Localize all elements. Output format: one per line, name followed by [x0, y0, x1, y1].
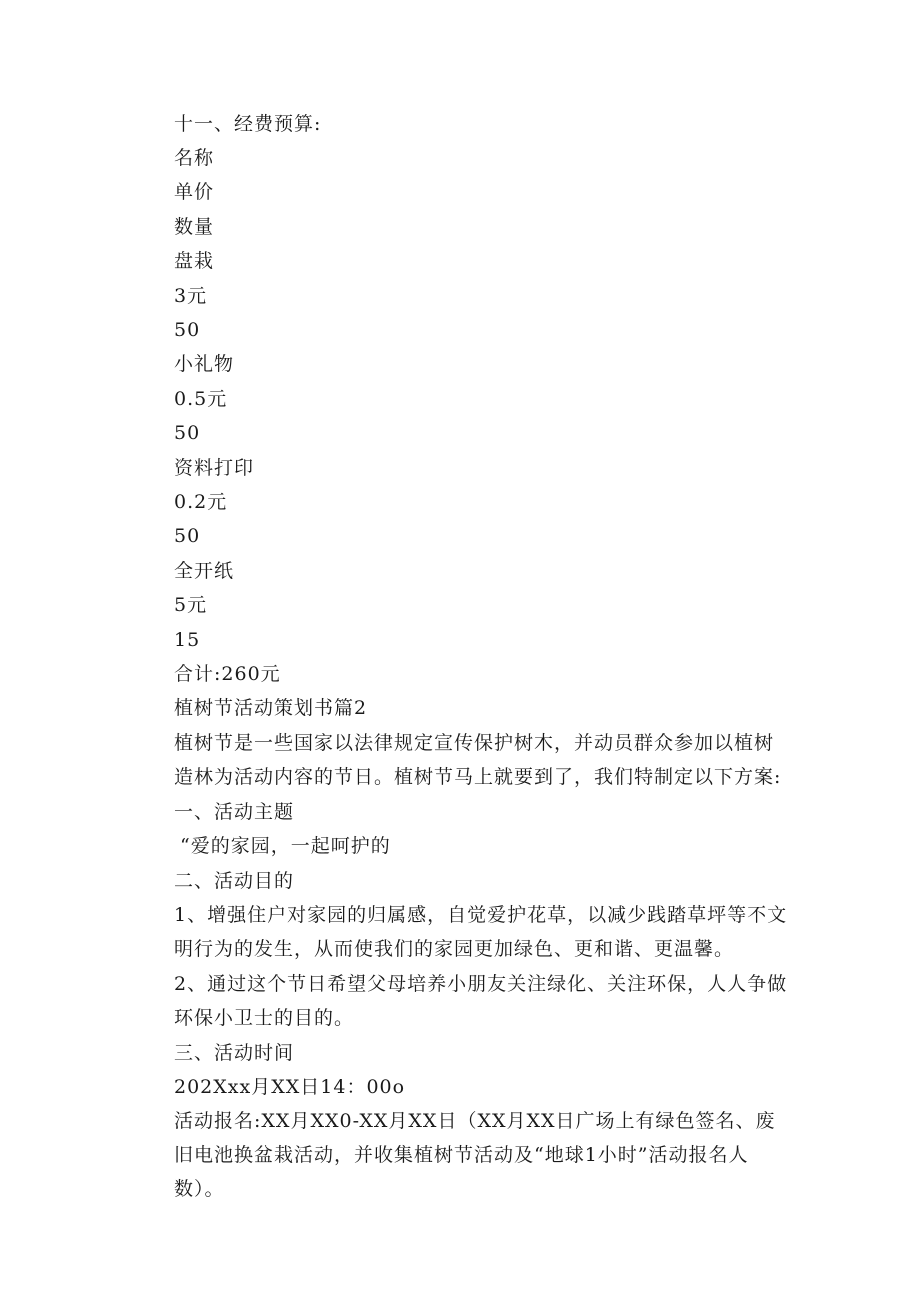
section1-text: “爱的家园，一起呵护的 — [180, 835, 391, 857]
budget-row: 0.2元 — [174, 491, 228, 513]
budget-row: 50 — [174, 422, 201, 444]
budget-row: 盘栽 — [174, 250, 215, 272]
section3-signup: 活动报名:XX月XX0-XX月XX日（XX月XX日广场上有绿色签名、废旧电池换盆栽活动，并收集植树节活动及“地球1小时”活动报名人数）。 — [174, 1110, 776, 1200]
section2-item-2: 2、通过这个节日希望父母培养小朋友关注绿化、关注环保，人人争做环保小卫士的目的。 — [174, 973, 788, 1029]
budget-row: 5元 — [174, 594, 208, 616]
budget-row: 全开纸 — [174, 560, 235, 582]
budget-row: 小礼物 — [174, 353, 235, 375]
section2-item-1: 1、增强住户对家园的归属感，自觉爱护花草，以减少践踏草坪等不文明行为的发生，从而使我们的家园更加绿色、更和谐、更温馨。 — [174, 904, 788, 960]
section2-heading: 二、活动目的 — [174, 870, 295, 892]
budget-total: 合计:260元 — [174, 663, 281, 685]
budget-row: 3元 — [174, 285, 208, 307]
article-title: 植树节活动策划书篇2 — [174, 697, 368, 719]
budget-row: 0.5元 — [174, 388, 228, 410]
section1-heading: 一、活动主题 — [174, 801, 295, 823]
section3-time: 202Xxx月XX日14：00o — [174, 1076, 406, 1098]
budget-heading: 十一、经费预算: — [174, 113, 322, 135]
budget-row: 单价 — [174, 181, 215, 203]
budget-row: 名称 — [174, 147, 215, 169]
budget-row: 数量 — [174, 216, 215, 238]
budget-row: 15 — [174, 629, 201, 651]
budget-row: 资料打印 — [174, 457, 255, 479]
section3-heading: 三、活动时间 — [174, 1042, 295, 1064]
budget-row: 50 — [174, 319, 201, 341]
intro-paragraph: 植树节是一些国家以法律规定宣传保护树木，并动员群众参加以植树造林为活动内容的节日。植树节马上就要到了，我们特制定以下方案: — [174, 732, 782, 788]
budget-row: 50 — [174, 525, 201, 547]
